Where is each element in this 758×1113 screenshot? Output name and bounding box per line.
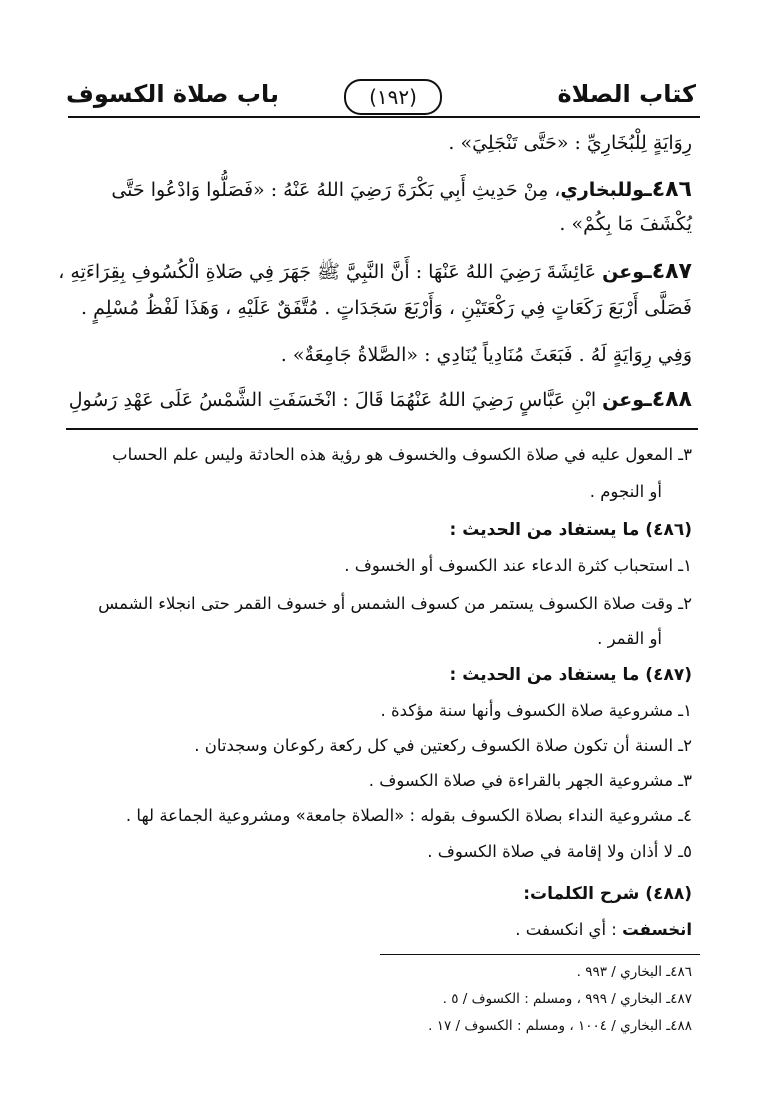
hadith-486-text-1: ، مِنْ حَدِيثِ أَبِي بَكْرَةَ رَضِيَ اللهُ عَنْهُ : «فَصَلُّوا وَادْعُوا حَتَّى (111, 179, 561, 201)
defined-term: انخسفت (622, 920, 692, 939)
benefit-487-item: ١ـ مشروعية صلاة الكسوف وأنها سنة مؤكدة . (380, 701, 692, 720)
benefit-487-item: ٣ـ مشروعية الجهر بالقراءة في صلاة الكسوف . (368, 771, 692, 790)
hadith-488-lead: وعن (602, 389, 645, 411)
words-488-heading: (٤٨٨) شرح الكلمات: (523, 884, 692, 904)
benefit-486-item: ٢ـ وقت صلاة الكسوف يستمر من كسوف الشمس أو خسوف القمر حتى انجلاء الشمس (98, 594, 692, 613)
hadith-486-line-1 (111, 175, 692, 205)
term-definition: : أي انكسفت . (515, 920, 617, 939)
hadith-486-line-2: يُكْشَفَ مَا بِكُمْ» . (559, 213, 692, 235)
footnote: ٤٨٦ـ البخاري / ٩٩٣ . (576, 964, 692, 980)
chapter-title: كتاب الصلاة (557, 80, 696, 108)
text-notes-divider (66, 428, 698, 430)
note-3-line-1: ٣ـ المعول عليه في صلاة الكسوف والخسوف هو رؤية هذه الحادثة وليس علم الحساب (112, 445, 692, 464)
benefits-486-heading: (٤٨٦) ما يستفاد من الحديث : (449, 520, 692, 540)
hadith-487-line-2: فَصَلَّى أَرْبَعَ رَكَعَاتٍ فِي رَكْعَتَيْنِ ، وَأَرْبَعَ سَجَدَاتٍ . مُتَّفَقٌ عَلَيْهِ ، وَهَذَا لَفْظُ مُسْلِمٍ . (81, 297, 692, 319)
page-number: (١٩٢) (344, 79, 442, 115)
benefit-486-item: أو القمر . (597, 629, 662, 648)
page-header (66, 76, 696, 116)
footnote: ٤٨٨ـ البخاري / ١٠٠٤ ، ومسلم : الكسوف / ١٧ . (428, 1018, 692, 1034)
hadith-488-text-1: ابْنِ عَبَّاسٍ رَضِيَ اللهُ عَنْهُمَا قَالَ : انْخَسَفَتِ الشَّمْسُ عَلَى عَهْدِ رَسُولِ (68, 389, 597, 411)
hadith-487-text-1: عَائِشَةَ رَضِيَ اللهُ عَنْهَا : أَنَّ النَّبِيَّ ﷺ جَهَرَ فِي صَلاةِ الْكُسُوفِ بِقِرَاءَتِهِ ، (58, 261, 597, 283)
word-definition (515, 916, 692, 944)
hadith-487-line-3: وَفِي رِوَايَةٍ لَهُ . فَبَعَثَ مُنَادِياً يُنَادِي : «الصَّلاةُ جَامِعَةٌ» . (280, 344, 692, 366)
hadith-488-line-1 (69, 385, 692, 415)
benefits-487-heading: (٤٨٧) ما يستفاد من الحديث : (449, 665, 692, 685)
header-divider (68, 116, 700, 118)
hadith-continuation: رِوَايَةٍ لِلْبُخَارِيِّ : «حَتَّى تَنْجَلِيَ» . (448, 132, 692, 154)
hadith-486-number: ٤٨٦ـ (644, 177, 692, 202)
note-3-line-2: أو النجوم . (589, 482, 662, 501)
hadith-488-number: ٤٨٨ـ (644, 387, 692, 412)
footnote: ٤٨٧ـ البخاري / ٩٩٩ ، ومسلم : الكسوف / ٥ . (442, 991, 692, 1007)
section-title: باب صلاة الكسوف (66, 80, 279, 108)
hadith-487-number: ٤٨٧ـ (644, 259, 692, 284)
footnote-divider (380, 954, 700, 955)
benefit-486-item: ١ـ استحباب كثرة الدعاء عند الكسوف أو الخسوف . (344, 556, 692, 575)
benefit-487-item: ٢ـ السنة أن تكون صلاة الكسوف ركعتين في كل ركعة ركوعان وسجدتان . (194, 736, 692, 755)
benefit-487-item: ٥ـ لا أذان ولا إقامة في صلاة الكسوف . (427, 842, 692, 861)
benefit-487-item: ٤ـ مشروعية النداء بصلاة الكسوف بقوله : «الصلاة جامعة» ومشروعية الجماعة لها . (125, 806, 692, 825)
hadith-486-lead: وللبخاري (560, 179, 645, 201)
hadith-487-lead: وعن (602, 261, 645, 283)
hadith-487-line-1 (58, 257, 692, 287)
